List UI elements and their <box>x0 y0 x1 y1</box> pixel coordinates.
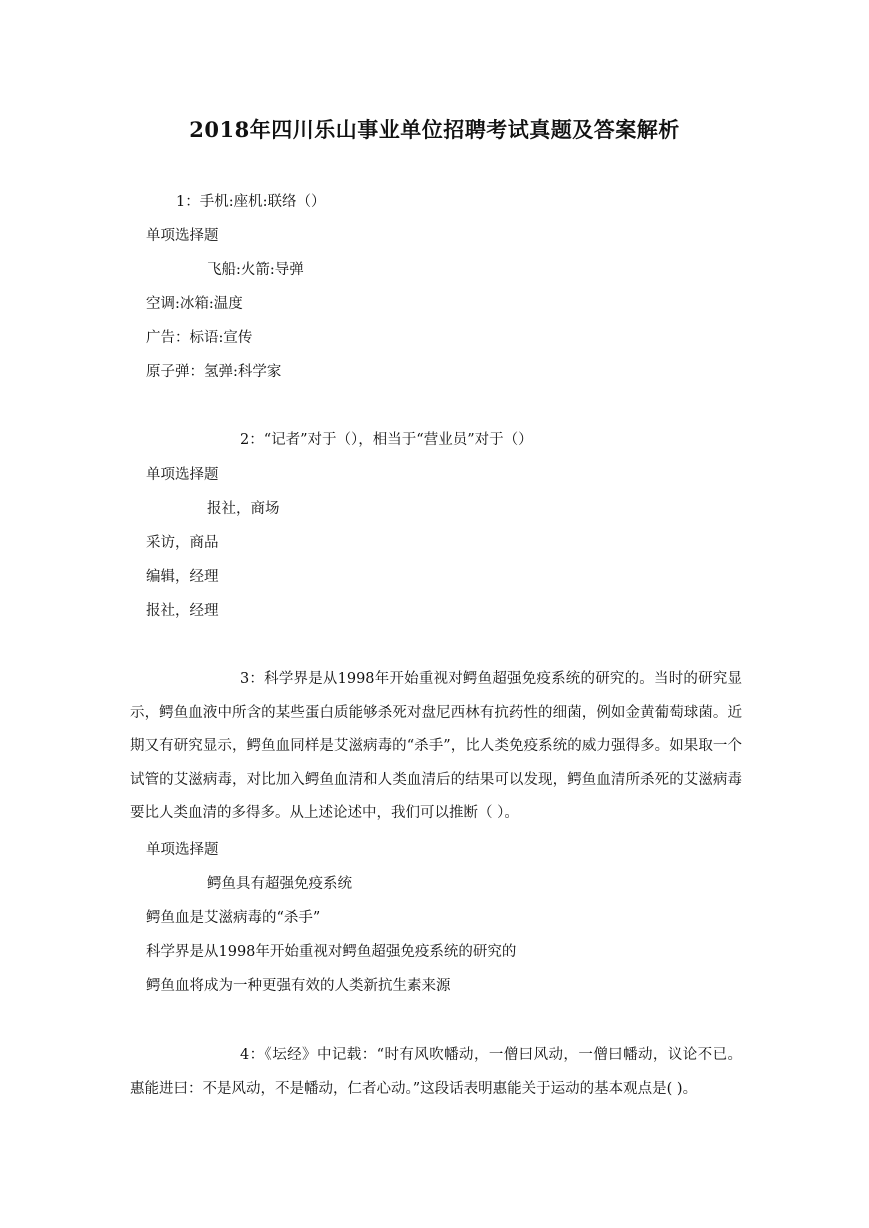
question-1-type: 单项选择题 <box>146 228 219 244</box>
question-2-option-b: 采访，商品 <box>146 535 219 551</box>
question-1-option-b: 空调:冰箱:温度 <box>146 296 243 312</box>
question-3-option-c: 科学界是从1998年开始重视对鳄鱼超强免疫系统的研究的 <box>146 944 517 960</box>
document-title: 2018年四川乐山事业单位招聘考试真题及答案解析 <box>189 117 680 142</box>
question-2-stem: 2：“记者”对于（），相当于“营业员”对于（） <box>240 432 533 448</box>
question-3-type: 单项选择题 <box>146 842 219 858</box>
question-4-stem: 4：《坛经》中记载：“时有风吹幡动，一僧曰风动，一僧曰幡动，议论不已。惠能进曰：不是风动，不是幡动，仁者心动。”这段话表明惠能关于运动的基本观点是( )。 <box>130 1047 742 1097</box>
question-1-option-c: 广告：标语:宣传 <box>146 330 253 346</box>
question-2-type: 单项选择题 <box>146 467 219 483</box>
question-3-option-d: 鳄鱼血将成为一种更强有效的人类新抗生素来源 <box>146 978 451 994</box>
question-2-option-c: 编辑，经理 <box>146 569 219 585</box>
question-1-option-d: 原子弹：氢弹:科学家 <box>146 364 282 380</box>
question-3-stem: 3：科学界是从1998年开始重视对鳄鱼超强免疫系统的研究的。当时的研究显示，鳄鱼血液中所含的某些蛋白质能够杀死对盘尼西林有抗药性的细菌，例如金黄葡萄球菌。近期又有研究显示，鳄鱼血同样是艾滋病毒的“杀手”，比人类免疫系统的威力强得多。如果取一个试管的艾滋病毒，对比加入鳄鱼血清和人类血清后的结果可以发现，鳄鱼血清所杀死的艾滋病毒要比人类血清的多得多。从上述论述中，我们可以推断（ ）。 <box>130 671 742 821</box>
question-3-option-b: 鳄鱼血是艾滋病毒的“杀手” <box>146 910 321 926</box>
question-2-option-a: 报社，商场 <box>207 501 280 517</box>
question-1-stem: 1：手机:座机:联络（） <box>176 194 326 210</box>
question-1-option-a: 飞船:火箭:导弹 <box>207 262 304 278</box>
question-3-option-a: 鳄鱼具有超强免疫系统 <box>207 876 352 892</box>
question-2-option-d: 报社，经理 <box>146 603 219 619</box>
